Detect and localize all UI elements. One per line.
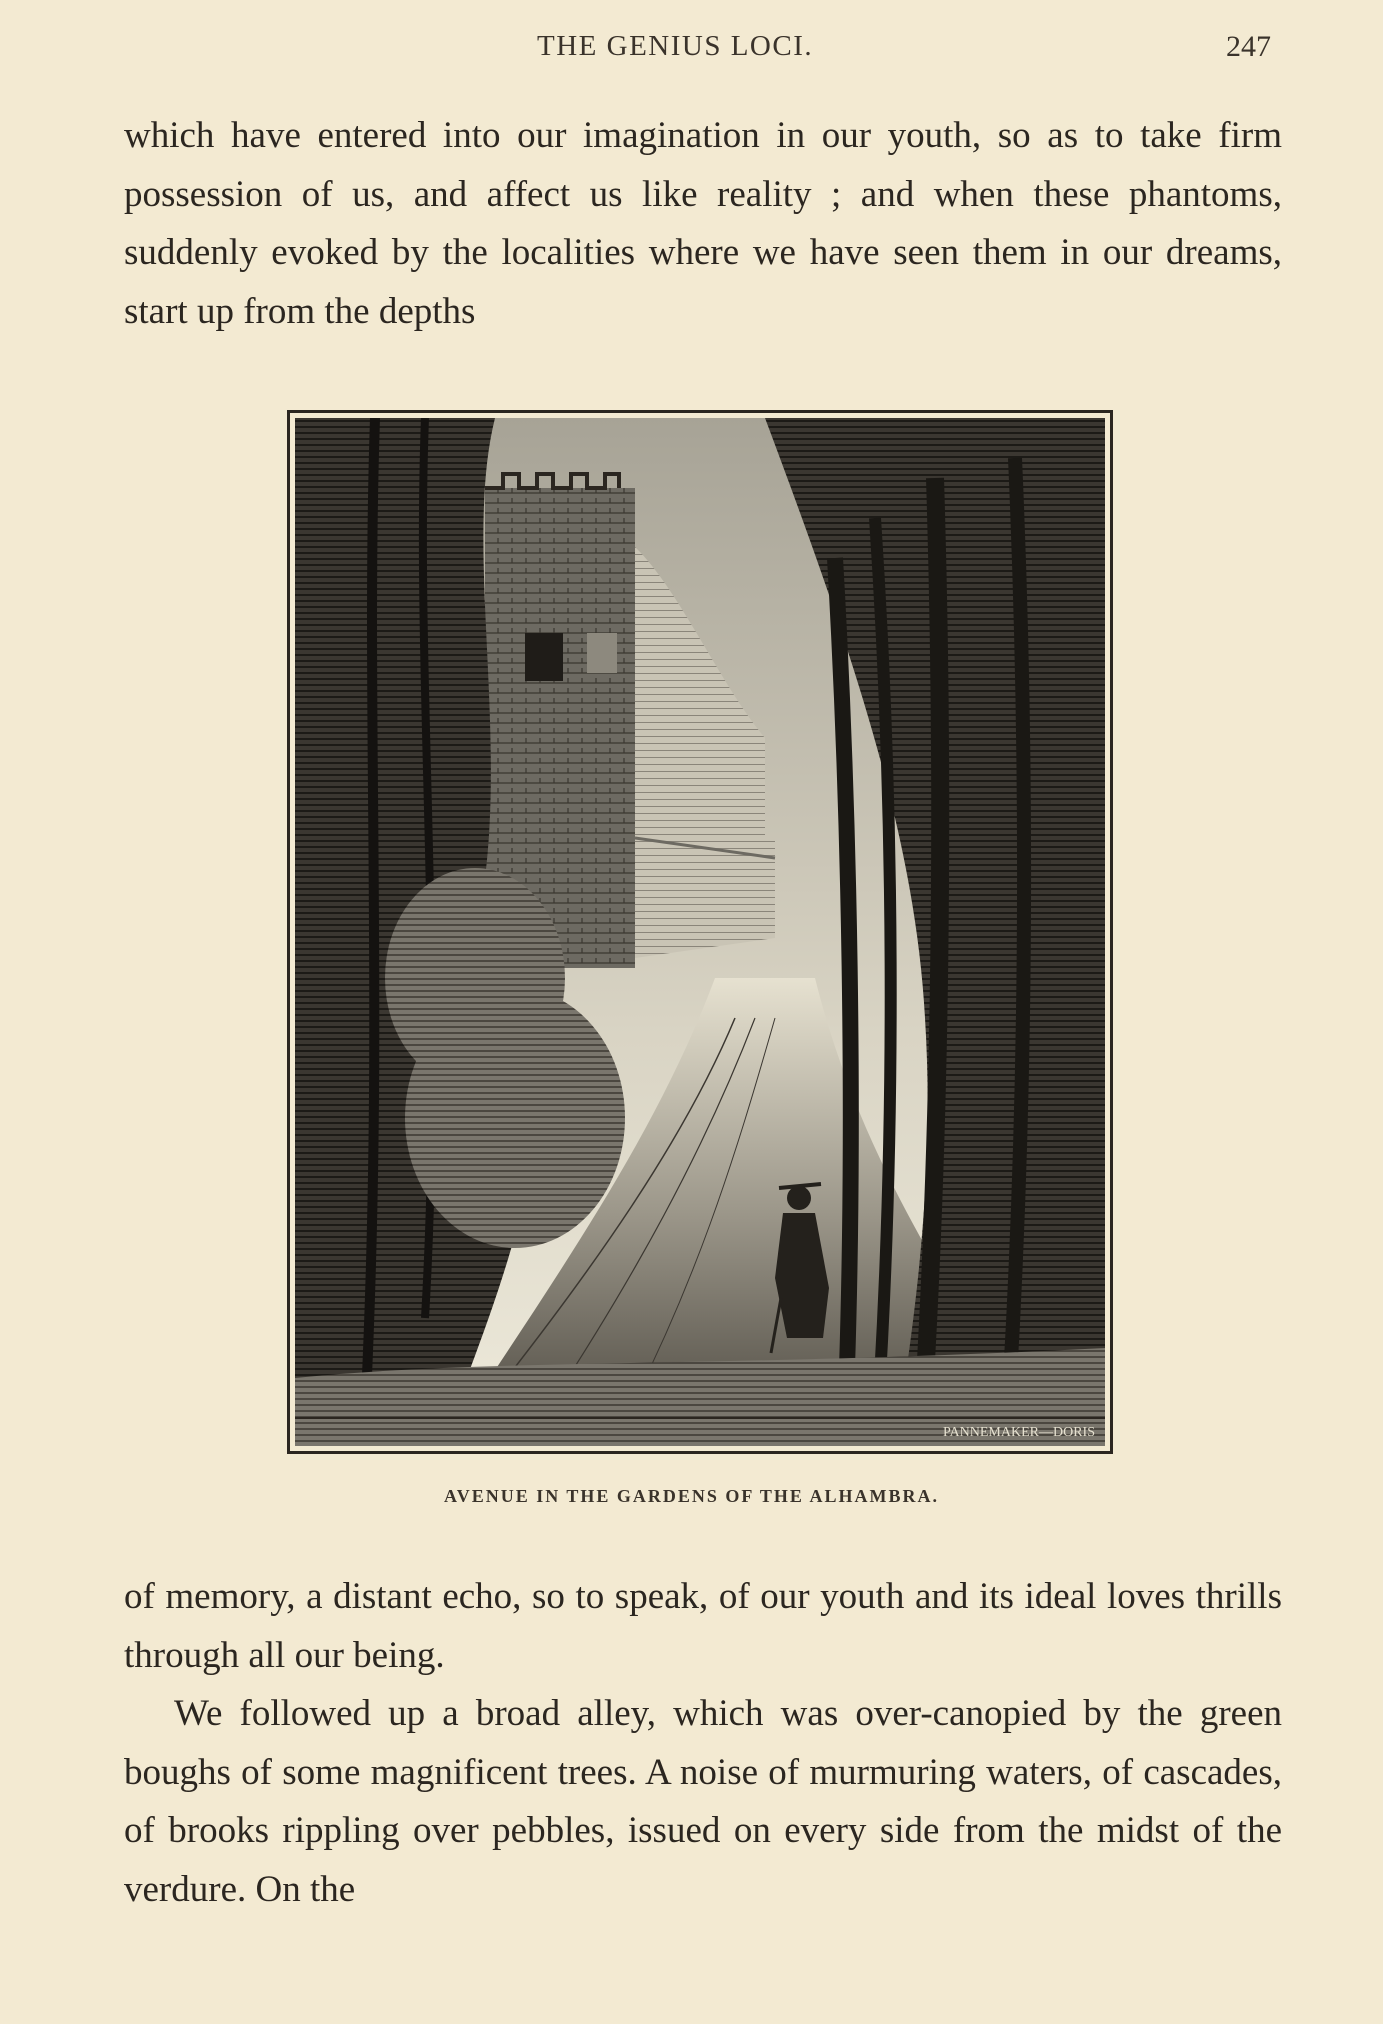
top-text-block [124, 107, 1282, 341]
paragraph-continuation: which have entered into our imagination in our youth, so as to take firm possession of us, and affect us like reality ; and when these phantoms, suddenly evoked by the localities where we have seen them in our dreams, start up from the depths [124, 115, 1282, 332]
running-head-title: THE GENIUS LOCI. [537, 30, 814, 62]
engraving-illustration [287, 410, 1113, 1454]
paragraph-ending: of memory, a distant echo, so to speak, of our youth and its ideal loves thrills through all our being. [124, 1576, 1282, 1676]
engraving-image [295, 418, 1105, 1446]
paragraph-new: We followed up a broad alley, which was over-canopied by the green boughs of some magnificent trees. A noise of murmuring waters, of cascades, of brooks rippling over pebbles, issued on every side from the midst of the verdure. On the [124, 1693, 1282, 1910]
figure-caption: AVENUE IN THE GARDENS OF THE ALHAMBRA. [444, 1486, 939, 1506]
engraver-signature: PANNEMAKER—DORIS [943, 1425, 1095, 1440]
page-header [0, 30, 1383, 70]
bottom-text-block [124, 1568, 1282, 1919]
page-number: 247 [1226, 30, 1271, 63]
